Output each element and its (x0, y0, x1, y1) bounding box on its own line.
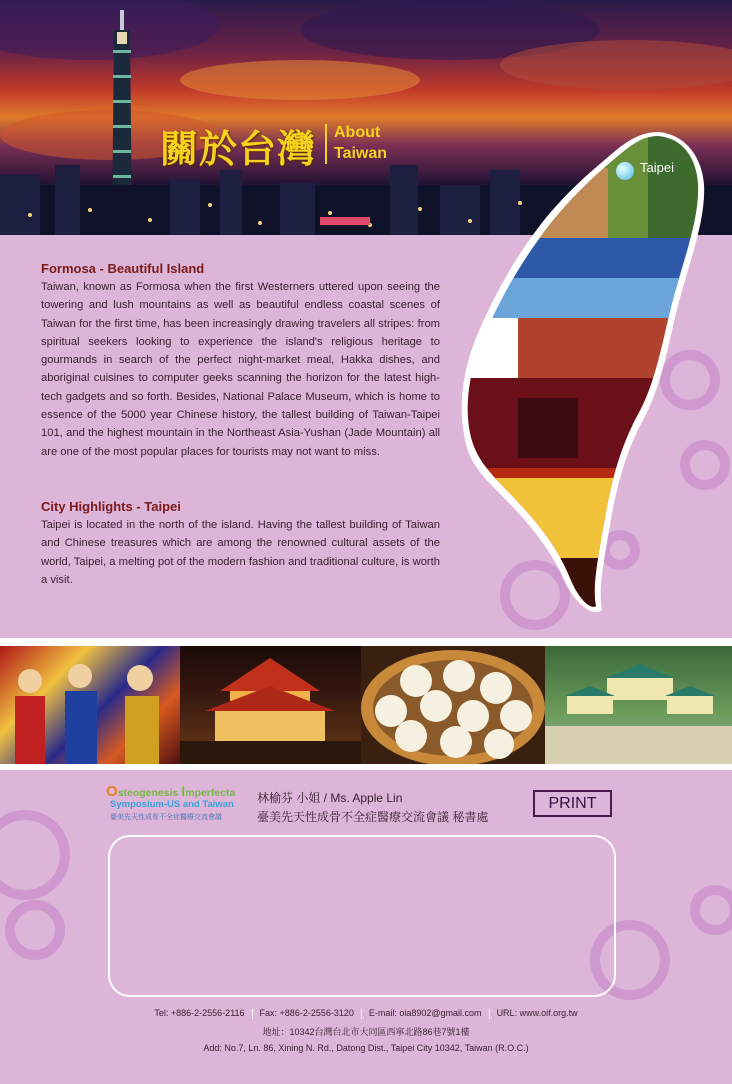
footer-divider (361, 1009, 362, 1019)
footer-contact-line (0, 1008, 732, 1019)
page-title-english-line2: Taiwan (334, 145, 388, 162)
photo-dumplings (361, 646, 545, 764)
decorative-circle (5, 900, 65, 960)
footer-url[interactable]: URL: www.oif.org.tw (496, 1008, 578, 1018)
photo-national-palace-museum (545, 646, 732, 764)
footer-address-chinese: 地址：10342台灣台北市大同區西寧北路86巷7號1樓 (262, 1027, 470, 1037)
footer-fax: Fax: +886-2-2556-3120 (259, 1008, 354, 1018)
contact-name: 林榆芬 小姐 / Ms. Apple Lin (257, 791, 403, 805)
content-frame (108, 835, 616, 997)
logo-title: Osteogenesis Imperfecta (106, 783, 236, 800)
photo-strip-border-bottom (0, 764, 732, 770)
page-title-english-line1: About (334, 124, 381, 141)
decorative-circle (0, 810, 70, 900)
title-divider (325, 124, 327, 164)
footer-tel: Tel: +886-2-2556-2116 (154, 1008, 245, 1018)
footer-divider (252, 1009, 253, 1019)
photo-strip (0, 646, 732, 764)
photo-strip-border-top (0, 638, 732, 646)
decorative-circle (690, 885, 732, 935)
print-button[interactable]: PRINT (533, 790, 612, 817)
footer-email[interactable]: E-mail: oia8902@gmail.com (368, 1008, 482, 1018)
contact-organization: 臺美先天性成骨不全症醫療交流會議 秘書處 (257, 810, 489, 824)
map-label-taipei: Taipei (640, 160, 674, 175)
section-heading-taipei: City Highlights - Taipei (41, 499, 181, 514)
section-body-taipei: Taipei is located in the north of the island. Having the tallest building of Taiwan and Chinese treasures which are among the renowned cultural assets of the world, Taipei, a melting pot of the modern fashion and traditional culture, is worth a visit. (41, 519, 440, 586)
footer-address-english: Add: No.7, Ln. 86, Xining N. Rd., Datong Dist., Taipei City 10342, Taiwan (R.O.C.) (203, 1043, 529, 1053)
footer-divider (489, 1009, 490, 1019)
section-body-formosa: Taiwan, known as Formosa when the first Westerners uttered upon seeing the towering and lush mountains as well as beautiful endless coastal scenes of Taiwan for the first time, has been increasingly drawing travelers all stripes: from spiritual seekers looking to experience the island's religious heritage to gourmands in search of the perfect night-market meal, Hakka dishes, and aboriginal cuisines to computer geeks scanning the horizon for the latest high-tech gadgets and so forth. Besides, National Palace Museum, which is home to essence of the 5000 year Chinese history, the tallest building of Taiwan-Taipei 101, and the highest mountain in the Northeast Asia-Yushan (Jade Mountain) all are one of the most popular places for tourists may not want to miss. (41, 281, 440, 458)
organization-logo (106, 783, 236, 825)
taipei-location-marker (616, 162, 634, 180)
page-title-chinese: 關於台灣 (160, 126, 317, 171)
photo-puppets (0, 646, 180, 764)
taiwan-map-collage (458, 128, 732, 618)
photo-memorial-hall (180, 646, 361, 764)
logo-chinese-name: 臺美先天性成骨不全症醫療交流會議 (110, 814, 222, 821)
logo-subtitle: Symposium-US and Taiwan (110, 799, 234, 810)
section-heading-formosa: Formosa - Beautiful Island (41, 261, 205, 276)
